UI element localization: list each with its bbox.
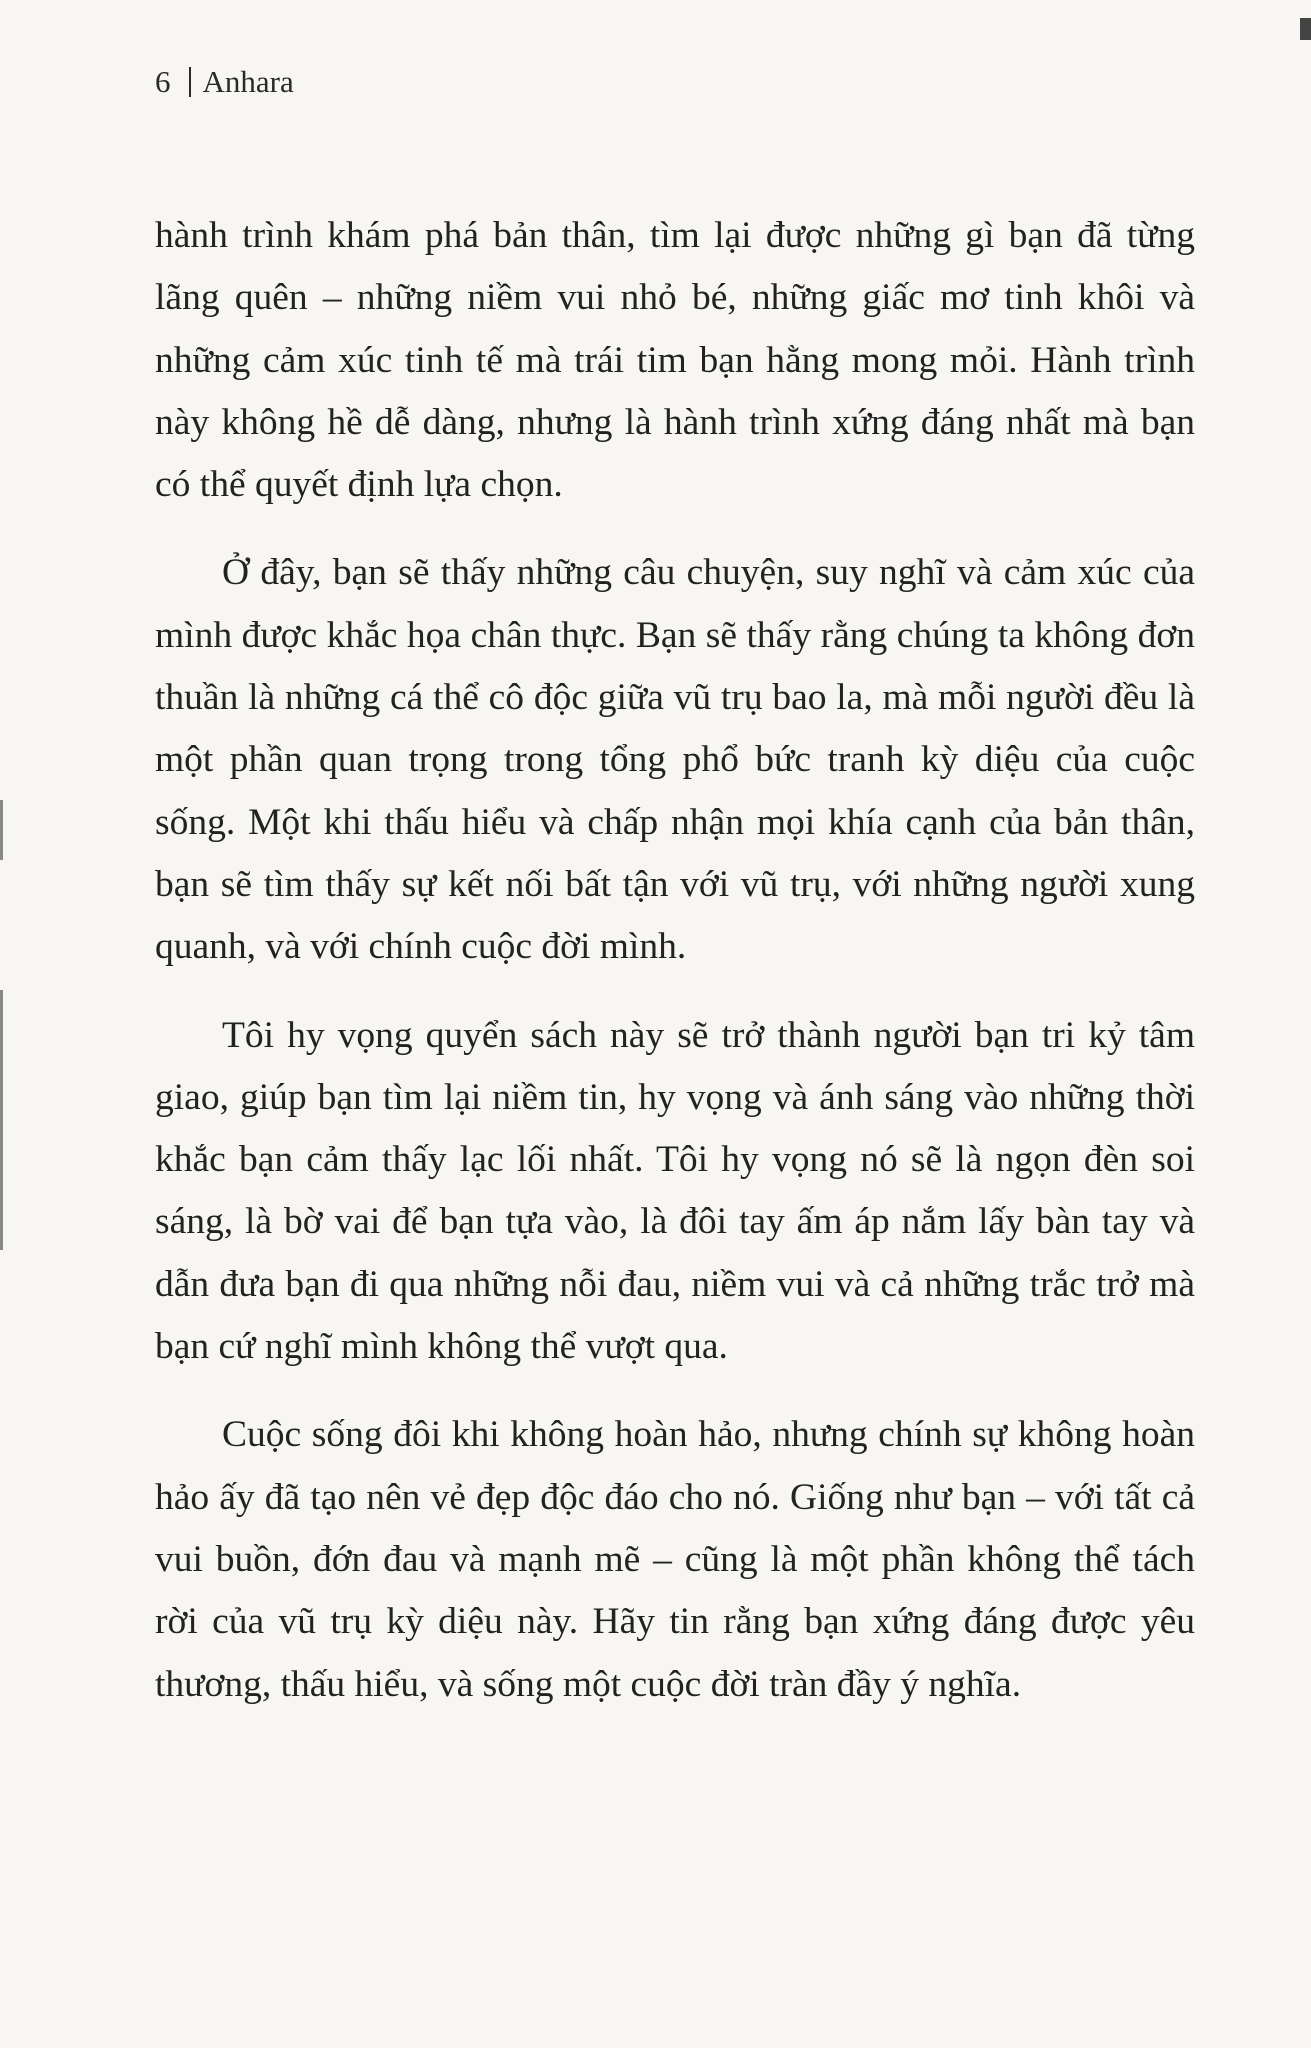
running-title: Anhara <box>202 64 294 99</box>
page-edge-shadow <box>0 800 3 860</box>
paragraph-3: Tôi hy vọng quyển sách này sẽ trở thành người bạn tri kỷ tâm giao, giúp bạn tìm lại niềm tin, hy vọng và ánh sáng vào những thời khắc bạn cảm thấy lạc lối nhất. Tôi hy vọng nó sẽ là ngọn đèn soi sáng, là bờ vai để bạn tựa vào, là đôi tay ấm áp nắm lấy bàn tay và dẫn đưa bạn đi qua những nỗi đau, niềm vui và cả những trắc trở mà bạn cứ nghĩ mình không thể vượt qua. <box>155 1014 1195 1368</box>
page-edge-shadow <box>0 990 3 1250</box>
header-separator <box>189 67 191 97</box>
paragraph-4: Cuộc sống đôi khi không hoàn hảo, nhưng chính sự không hoàn hảo ấy đã tạo nên vẻ đẹp độc đáo cho nó. Giống như bạn – với tất cả vui buồn, đớn đau và mạnh mẽ – cũng là một phần không thể tách rời của vũ trụ kỳ diệu này. Hãy tin rằng bạn xứng đáng được yêu thương, thấu hiểu, và sống một cuộc đời tràn đầy ý nghĩa. <box>155 1414 1195 1705</box>
page-number: 6 <box>155 64 171 99</box>
paragraph-1: hành trình khám phá bản thân, tìm lại được những gì bạn đã từng lãng quên – những niềm vui nhỏ bé, những giấc mơ tinh khôi và những cảm xúc tinh tế mà trái tim bạn hằng mong mỏi. Hành trình này không hề dễ dàng, nhưng là hành trình xứng đáng nhất mà bạn có thể quyết định lựa chọn. <box>155 215 1195 506</box>
paragraph-2: Ở đây, bạn sẽ thấy những câu chuyện, suy nghĩ và cảm xúc của mình được khắc họa chân thực. Bạn sẽ thấy rằng chúng ta không đơn thuần là những cá thể cô độc giữa vũ trụ bao la, mà mỗi người đều là một phần quan trọng trong tổng phổ bức tranh kỳ diệu của cuộc sống. Một khi thấu hiểu và chấp nhận mọi khía cạnh của bản thân, bạn sẽ tìm thấy sự kết nối bất tận với vũ trụ, với những người xung quanh, và với chính cuộc đời mình. <box>155 552 1195 968</box>
body-text <box>155 205 1195 1742</box>
running-header <box>155 62 294 102</box>
scan-corner-mark <box>1300 18 1311 40</box>
